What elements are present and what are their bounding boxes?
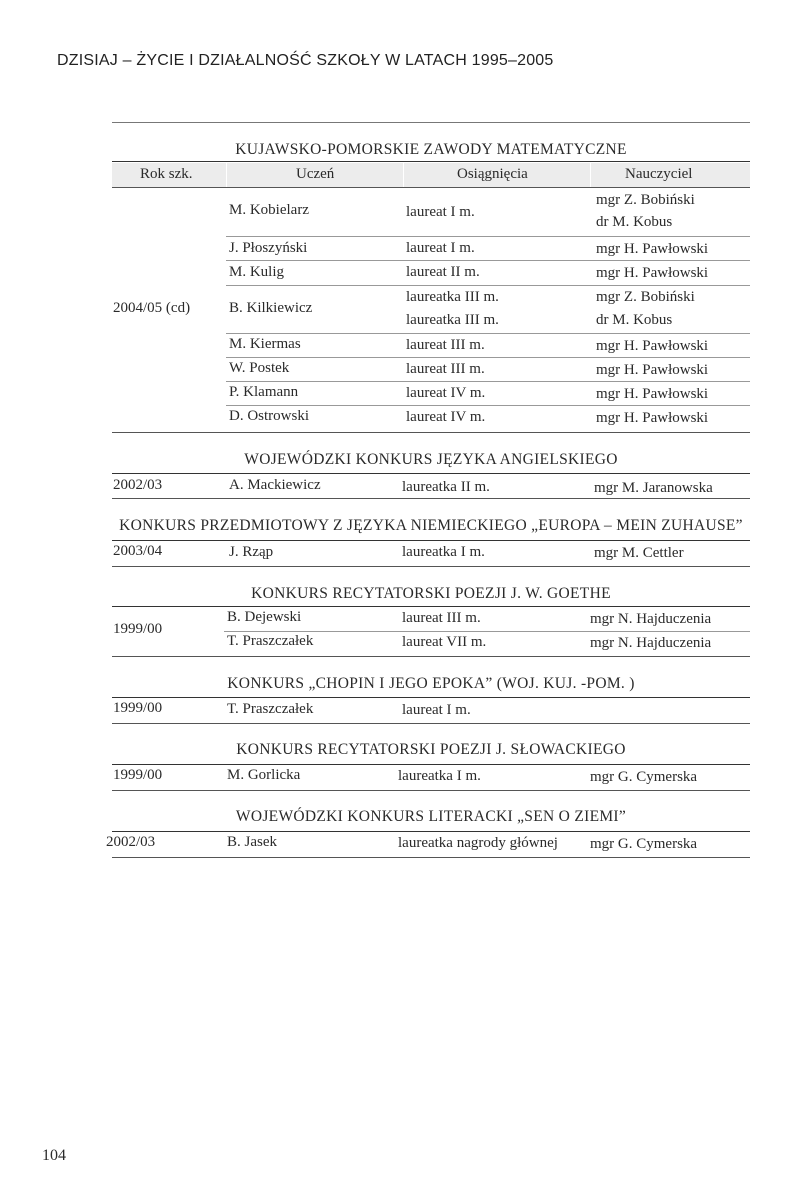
student-cell: T. Praszczałek: [227, 701, 314, 717]
section-title-german: KONKURS PRZEDMIOTOWY Z JĘZYKA NIEMIECKIEGO „EUROPA – MEIN ZUHAUSE”: [119, 517, 743, 534]
teacher-cell: mgr H. Pawłowski: [596, 410, 709, 426]
achievement-cell: laureat III m.: [406, 361, 485, 377]
year-cell: 1999/00: [113, 700, 163, 716]
achievement-cell: laureat IV m.: [406, 409, 486, 425]
student-cell: A. Mackiewicz: [229, 477, 321, 493]
teacher-cell: mgr G. Cymerska: [590, 836, 698, 852]
teacher-cell: dr M. Kobus: [596, 214, 673, 230]
achievement-cell: laureat III m.: [406, 337, 485, 353]
achievement-cell: laureat IV m.: [406, 385, 486, 401]
section-title-goethe: KONKURS RECYTATORSKI POEZJI J. W. GOETHE: [251, 585, 611, 602]
student-cell: M. Kobielarz: [229, 202, 309, 218]
achievement-cell: laureatka III m.: [406, 289, 499, 305]
achievement-cell: laureat I m.: [406, 240, 475, 256]
header-rule: [112, 122, 750, 123]
teacher-cell: mgr N. Hajduczenia: [590, 635, 712, 651]
running-header: DZISIAJ – ŻYCIE I DZIAŁALNOŚĆ SZKOŁY W LATACH 1995–2005: [57, 52, 554, 69]
section-title-chopin: KONKURS „CHOPIN I JEGO EPOKA” (WOJ. KUJ. -POM. ): [227, 675, 635, 692]
section-title-slowacki: KONKURS RECYTATORSKI POEZJI J. SŁOWACKIEGO: [236, 741, 626, 758]
student-cell: T. Praszczałek: [227, 633, 314, 649]
student-cell: M. Kulig: [229, 264, 285, 280]
year-cell: 1999/00: [113, 621, 163, 637]
year-cell: 2004/05 (cd): [113, 300, 191, 316]
achievement-cell: laureat VII m.: [402, 634, 487, 650]
achievement-cell: laureat III m.: [402, 610, 481, 626]
achievement-cell: laureat I m.: [406, 204, 475, 220]
teacher-cell: mgr H. Pawłowski: [596, 338, 709, 354]
teacher-cell: mgr M. Cettler: [594, 545, 684, 561]
achievement-cell: laureatka nagrody głównej: [398, 835, 558, 851]
year-cell: 2002/03: [106, 834, 156, 850]
achievement-cell: laureat II m.: [406, 264, 480, 280]
column-header-year: Rok szk.: [140, 166, 193, 182]
achievement-cell: laureatka I m.: [398, 768, 481, 784]
achievement-cell: laureatka I m.: [402, 544, 485, 560]
year-cell: 1999/00: [113, 767, 163, 783]
student-cell: B. Kilkiewicz: [229, 300, 313, 316]
teacher-cell: mgr Z. Bobiński: [596, 192, 695, 208]
teacher-cell: mgr H. Pawłowski: [596, 362, 709, 378]
achievement-cell: laureatka III m.: [406, 312, 499, 328]
teacher-cell: dr M. Kobus: [596, 312, 673, 328]
achievement-cell: laureat I m.: [402, 702, 471, 718]
teacher-cell: mgr G. Cymerska: [590, 769, 698, 785]
year-cell: 2003/04: [113, 543, 163, 559]
student-cell: J. Płoszyński: [229, 240, 308, 256]
teacher-cell: mgr N. Hajduczenia: [590, 611, 712, 627]
student-cell: P. Klamann: [229, 384, 299, 400]
student-cell: M. Gorlicka: [227, 767, 301, 783]
teacher-cell: mgr Z. Bobiński: [596, 289, 695, 305]
page-number: 104: [42, 1147, 66, 1164]
table-rule: [112, 161, 750, 162]
teacher-cell: mgr M. Jaranowska: [594, 480, 713, 496]
achievement-cell: laureatka II m.: [402, 479, 490, 495]
section-title-literary: WOJEWÓDZKI KONKURS LITERACKI „SEN O ZIEMI”: [235, 808, 627, 825]
teacher-cell: mgr H. Pawłowski: [596, 386, 709, 402]
section-title-math: KUJAWSKO-POMORSKIE ZAWODY MATEMATYCZNE: [235, 141, 627, 158]
section-title-english: WOJEWÓDZKI KONKURS JĘZYKA ANGIELSKIEGO: [244, 451, 618, 468]
teacher-cell: mgr H. Pawłowski: [596, 241, 709, 257]
student-cell: J. Rząp: [229, 544, 274, 560]
student-cell: B. Jasek: [227, 834, 277, 850]
column-header-student: Uczeń: [296, 166, 335, 182]
column-header-teacher: Nauczyciel: [625, 166, 693, 182]
student-cell: B. Dejewski: [227, 609, 302, 625]
student-cell: M. Kiermas: [229, 336, 301, 352]
student-cell: W. Postek: [229, 360, 290, 376]
teacher-cell: mgr H. Pawłowski: [596, 265, 709, 281]
year-cell: 2002/03: [113, 477, 163, 493]
column-header-achievement: Osiągnięcia: [457, 166, 528, 182]
student-cell: D. Ostrowski: [229, 408, 310, 424]
